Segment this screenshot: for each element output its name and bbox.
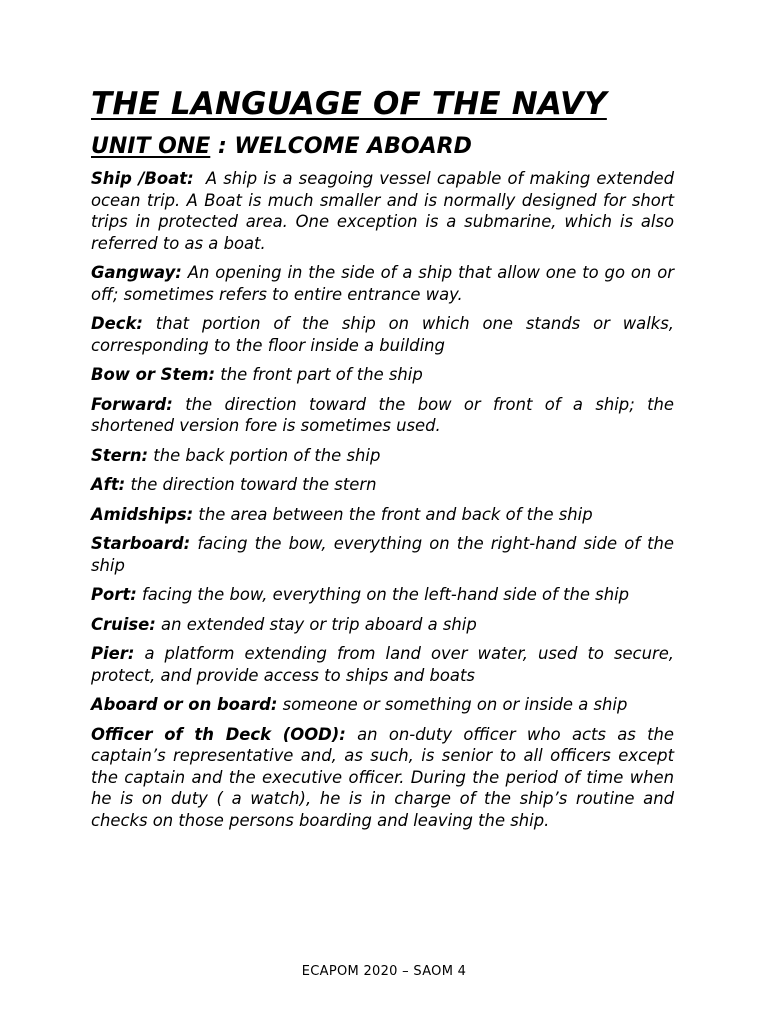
glossary-definition: the direction toward the bow or front of a ship; the shortened version fore is sometimes used.	[91, 394, 674, 435]
glossary-term: Gangway:	[91, 263, 182, 282]
glossary-term: Ship /Boat:	[91, 169, 194, 188]
glossary-entry	[91, 724, 674, 832]
glossary-definition: an extended stay or trip aboard a ship	[161, 614, 477, 634]
glossary-entry	[91, 533, 674, 576]
glossary-definition: facing the bow, everything on the left-hand side of the ship	[141, 585, 630, 604]
glossary-definition: the direction toward the stern	[130, 475, 377, 494]
glossary-definition: the front part of the ship	[220, 365, 423, 384]
glossary-term: Officer of th Deck (OOD):	[91, 724, 346, 744]
glossary-definition: the back portion of the ship	[153, 445, 381, 465]
glossary-entry	[91, 364, 674, 386]
page-title: THE LANGUAGE OF THE NAVY	[91, 86, 607, 122]
glossary-entry	[91, 394, 674, 437]
glossary-term: Stern:	[91, 445, 149, 465]
glossary-entry	[91, 445, 674, 467]
glossary-entry	[91, 262, 674, 305]
glossary-term: Deck:	[91, 314, 143, 333]
unit-label: UNIT ONE	[91, 134, 211, 159]
glossary-definition: the area between the front and back of the ship	[198, 504, 593, 524]
glossary-term: Bow or Stem:	[91, 365, 216, 384]
glossary-term: Aboard or on board:	[91, 695, 278, 714]
glossary-definition: an on-duty officer who acts as the captain’s representative and, as such, is senior to all officers except the captain and the executive officer. During the period of time when he is on duty ( a watch), he is in charge of the ship’s routine and checks on those persons boarding and leaving the ship.	[91, 724, 674, 830]
unit-heading	[91, 132, 674, 162]
glossary-entry	[91, 313, 674, 356]
glossary-entry	[91, 614, 674, 636]
glossary-term: Amidships:	[91, 504, 194, 524]
page-footer: ECAPOM 2020 – SAOM 4	[301, 964, 467, 979]
glossary-term: Aft:	[91, 475, 126, 494]
glossary-entry	[91, 584, 674, 606]
glossary-entry	[91, 504, 674, 526]
glossary-term: Pier:	[91, 644, 135, 663]
glossary-definition: facing the bow, everything on the right-hand side of the ship	[91, 534, 674, 575]
glossary-term: Forward:	[91, 394, 173, 414]
glossary-entry	[91, 694, 674, 716]
glossary-term: Cruise:	[91, 614, 156, 634]
document-page	[91, 84, 674, 839]
glossary-list	[91, 168, 674, 831]
glossary-definition: a platform extending from land over water, used to secure, protect, and provide access to ships and boats	[91, 644, 674, 685]
glossary-definition: An opening in the side of a ship that allow one to go on or off; sometimes refers to entire entrance way.	[91, 263, 674, 304]
glossary-entry	[91, 643, 674, 686]
glossary-definition: someone or something on or inside a ship	[282, 695, 628, 714]
unit-title: : WELCOME ABOARD	[210, 134, 472, 159]
glossary-definition: A ship is a seagoing vessel capable of making extended ocean trip. A Boat is much smaller and is normally designed for short trips in protected area. One exception is a submarine, which is also referred to as a boat.	[91, 169, 674, 253]
glossary-entry	[91, 168, 674, 254]
glossary-term: Port:	[91, 585, 137, 604]
glossary-entry	[91, 474, 674, 496]
glossary-term: Starboard:	[91, 534, 191, 553]
glossary-definition: that portion of the ship on which one stands or walks, corresponding to the floor inside a building	[91, 314, 674, 355]
